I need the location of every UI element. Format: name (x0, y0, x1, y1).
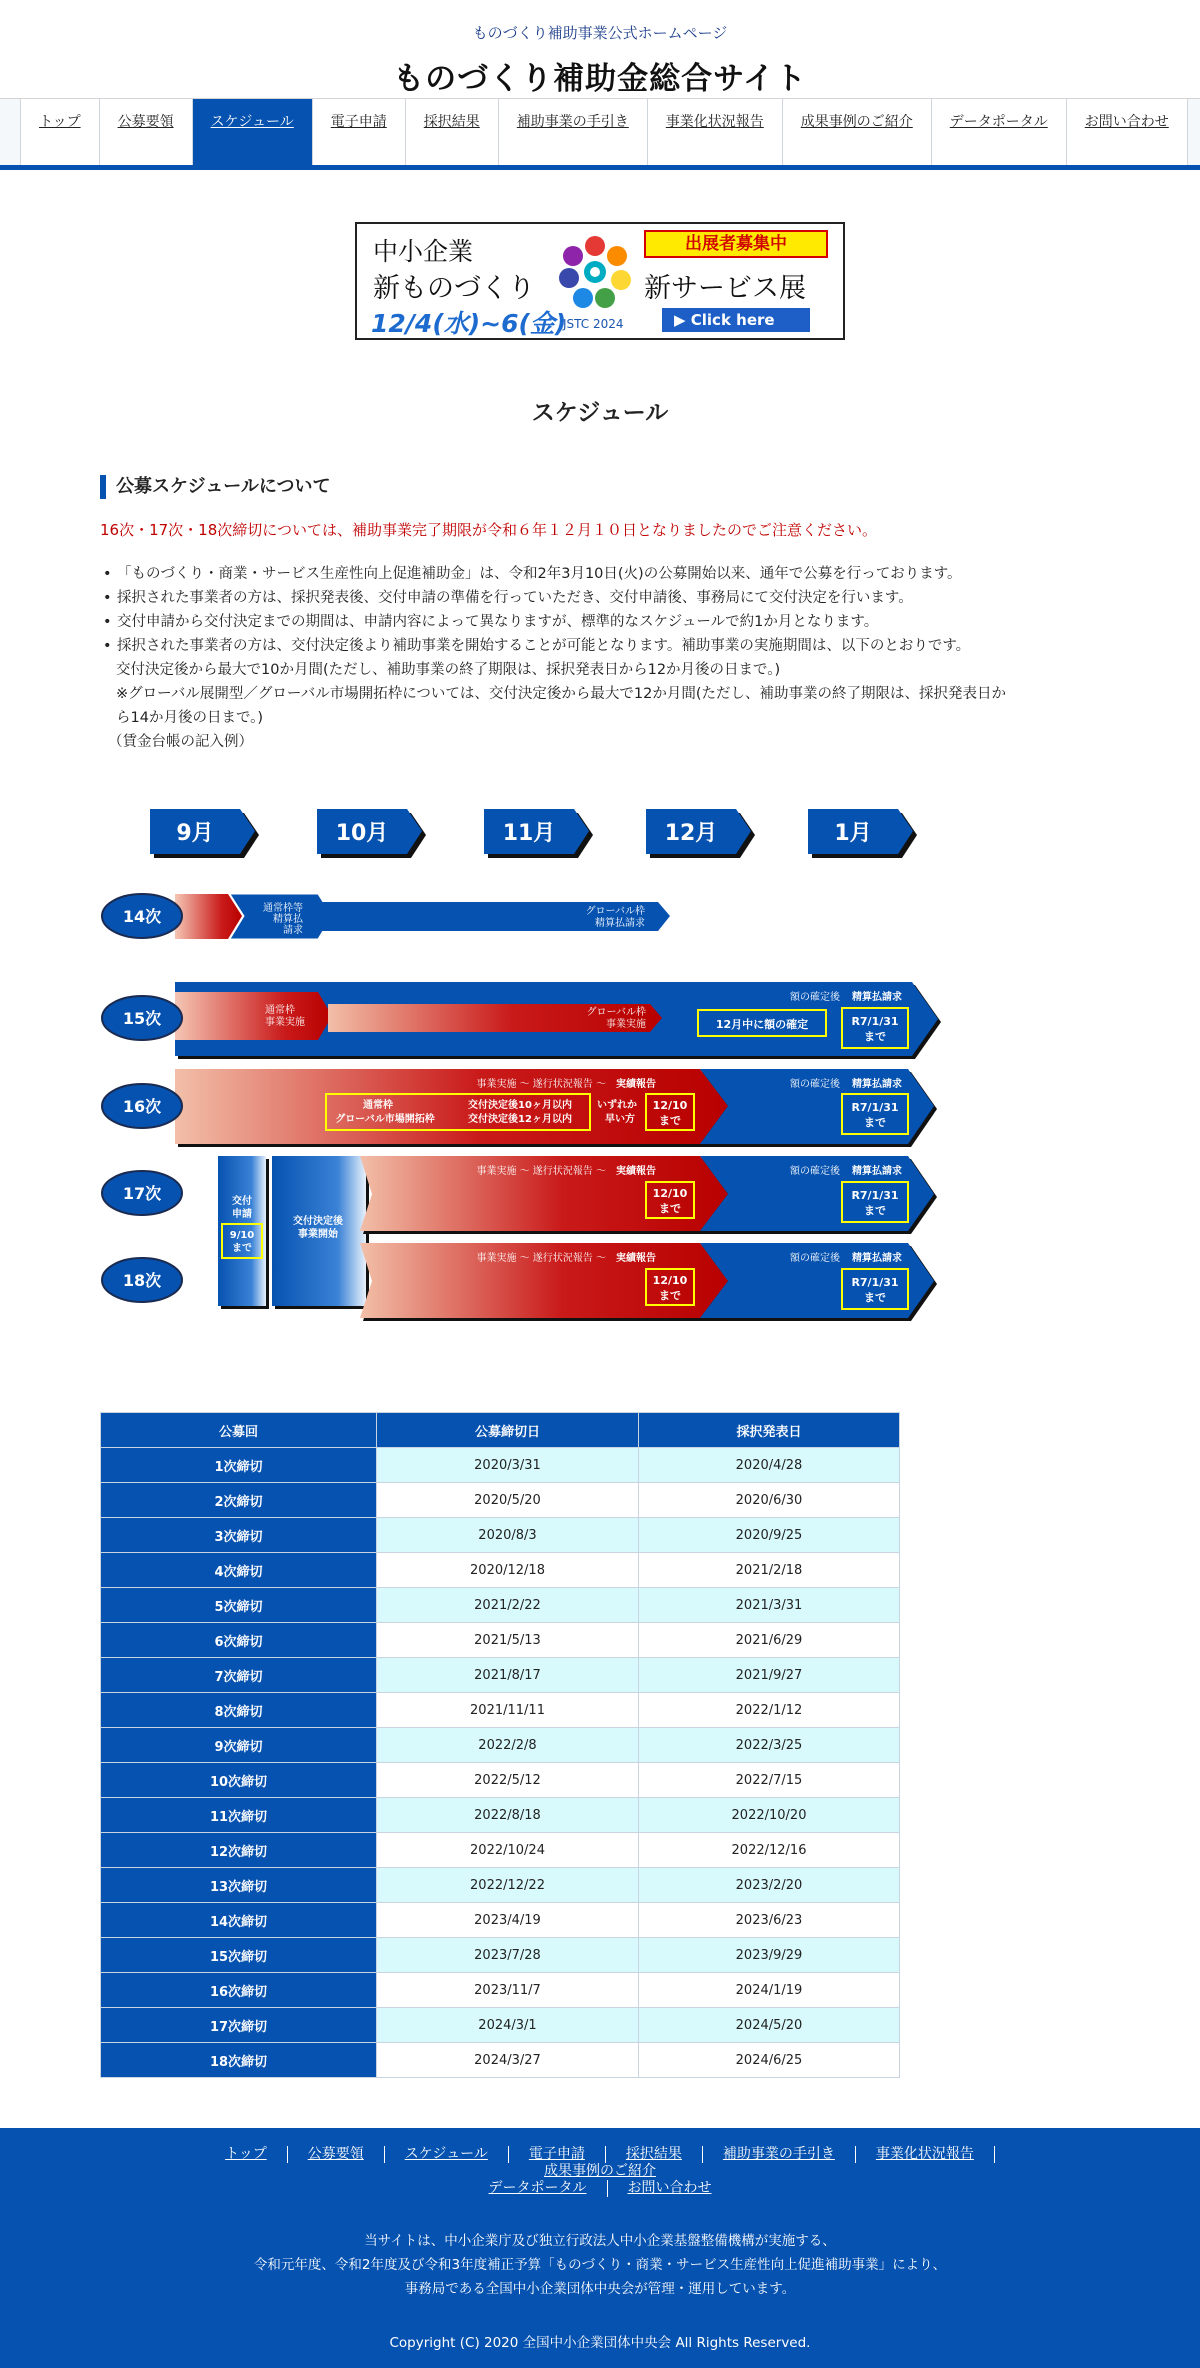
svg-text:まで: まで (232, 1243, 252, 1254)
round-cell: 18次締切 (101, 2043, 377, 2078)
footer-link[interactable]: データポータル (469, 2180, 608, 2197)
round-cell: 3次締切 (101, 1518, 377, 1553)
round-cell: 5次締切 (101, 1588, 377, 1623)
footer-link[interactable]: 補助事業の手引き (703, 2146, 856, 2163)
round-cell: 4次締切 (101, 1553, 377, 1588)
deadline-cell: 2022/2/8 (377, 1728, 639, 1763)
announcement-cell: 2023/9/29 (639, 1938, 900, 1973)
schedule-table (100, 1412, 900, 2078)
svg-text:まで: まで (659, 1114, 681, 1127)
table-row (101, 1658, 900, 1693)
table-row (101, 1973, 900, 2008)
deadline-cell: 2021/11/11 (377, 1693, 639, 1728)
svg-text:まで: まで (659, 1289, 681, 1302)
svg-text:申請: 申請 (232, 1209, 252, 1220)
round-cell: 17次締切 (101, 2008, 377, 2043)
deadline-cell: 2020/8/3 (377, 1518, 639, 1553)
svg-text:まで: まで (864, 1116, 886, 1129)
round-cell: 16次締切 (101, 1973, 377, 2008)
deadline-cell: 2020/5/20 (377, 1483, 639, 1518)
round-cell: 13次締切 (101, 1868, 377, 1903)
footer-link[interactable]: お問い合わせ (627, 2180, 712, 2196)
table-row (101, 1763, 900, 1798)
round-label: 16次 (122, 1097, 162, 1116)
deadline-cell: 2020/12/18 (377, 1553, 639, 1588)
nav-item-e-application[interactable]: 電子申請 (312, 99, 405, 165)
site-title[interactable]: ものづくり補助金総合サイト (393, 61, 807, 97)
round-label: 14次 (122, 907, 162, 926)
svg-text:まで: まで (864, 1204, 886, 1217)
nav-item-guidelines[interactable]: 公募要領 (99, 99, 192, 165)
month-headers (150, 809, 917, 858)
round-cell: 9次締切 (101, 1728, 377, 1763)
nav-item-schedule[interactable]: スケジュール (192, 99, 312, 165)
deadline-cell: 2024/3/1 (377, 2008, 639, 2043)
round-cell: 12次締切 (101, 1833, 377, 1868)
footer-link[interactable]: 公募要領 (288, 2146, 385, 2163)
col-header-round: 公募回 (101, 1413, 377, 1448)
svg-text:額の確定後: 額の確定後 (790, 992, 840, 1003)
svg-text:請求: 請求 (283, 925, 303, 936)
site-header (0, 0, 1200, 98)
deadline-cell: 2021/5/13 (377, 1623, 639, 1658)
footer-link[interactable]: スケジュール (385, 2146, 509, 2163)
table-row (101, 2043, 900, 2078)
table-row (101, 1798, 900, 1833)
svg-text:グローバル枠: グローバル枠 (585, 906, 645, 917)
announcement-cell: 2024/6/25 (639, 2043, 900, 2078)
table-row (101, 1483, 900, 1518)
svg-text:早い方: 早い方 (605, 1114, 635, 1125)
deadline-cell: 2023/7/28 (377, 1938, 639, 1973)
svg-text:交付決定後: 交付決定後 (293, 1216, 343, 1227)
nav-item-data-portal[interactable]: データポータル (931, 99, 1066, 165)
page-title: スケジュール (531, 400, 669, 426)
announcement-cell: 2024/1/19 (639, 1973, 900, 2008)
wage-ledger-example-link[interactable]: （賃金台帳の記入例） (108, 734, 253, 750)
svg-text:精算払請求: 精算払請求 (852, 1166, 902, 1177)
svg-text:事業実施 ～ 遂行状況報告 ～: 事業実施 ～ 遂行状況報告 ～ (476, 1079, 606, 1090)
svg-text:実績報告: 実績報告 (616, 1253, 656, 1264)
table-row (101, 1448, 900, 1483)
svg-text:精算払請求: 精算払請求 (852, 1079, 902, 1090)
round-cell: 6次締切 (101, 1623, 377, 1658)
nav-item-cases[interactable]: 成果事例のご紹介 (782, 99, 931, 165)
month-label: 10月 (335, 821, 389, 846)
round-label: 15次 (122, 1009, 162, 1028)
round-cell: 2次締切 (101, 1483, 377, 1518)
announcement-cell: 2023/6/23 (639, 1903, 900, 1938)
svg-text:12/10: 12/10 (652, 1274, 688, 1287)
nav-item-top[interactable]: トップ (20, 99, 99, 165)
site-footer (0, 2128, 1200, 2368)
table-row (101, 1728, 900, 1763)
section-title: 公募スケジュールについて (100, 475, 1100, 499)
bullet-list (100, 562, 1100, 658)
schedule-diagram (100, 794, 970, 1334)
svg-text:額の確定後: 額の確定後 (790, 1253, 840, 1264)
nav-item-contact[interactable]: お問い合わせ (1066, 99, 1188, 165)
svg-text:交付決定後12ヶ月以内: 交付決定後12ヶ月以内 (468, 1114, 572, 1125)
announcement-cell: 2021/9/27 (639, 1658, 900, 1693)
main-content (100, 475, 1100, 754)
svg-text:12/10: 12/10 (652, 1099, 688, 1112)
nav-item-results[interactable]: 採択結果 (405, 99, 498, 165)
svg-text:R7/1/31: R7/1/31 (851, 1189, 899, 1202)
svg-text:9/10: 9/10 (229, 1230, 255, 1241)
svg-text:精算払請求: 精算払請求 (852, 992, 902, 1003)
round-label: 18次 (122, 1271, 162, 1290)
footer-link[interactable]: 電子申請 (509, 2146, 606, 2163)
round-label: 17次 (122, 1184, 162, 1203)
nav-item-status-report[interactable]: 事業化状況報告 (647, 99, 782, 165)
month-label: 12月 (664, 821, 718, 846)
footer-link[interactable]: 事業化状況報告 (856, 2146, 995, 2163)
table-wrap (100, 1412, 1100, 2078)
bullet-continuation: 交付決定後から最大で10か月間(ただし、補助事業の終了期限は、採択発表日から12か月後の日まで。) (116, 662, 781, 678)
table-row (101, 1833, 900, 1868)
table-row (101, 1588, 900, 1623)
svg-text:事業実施: 事業実施 (606, 1019, 646, 1030)
round-cell: 7次締切 (101, 1658, 377, 1693)
bullet-item: • 交付申請から交付決定までの期間は、申請内容によって異なりますが、標準的なスケジュールで約1か月となります。 (117, 610, 1100, 634)
round-cell: 14次締切 (101, 1903, 377, 1938)
svg-text:精算払請求: 精算払請求 (595, 918, 645, 929)
copyright: Copyright (C) 2020 全国中小企業団体中央会 All Rights Reserved. (389, 2335, 811, 2351)
col-header-announcement: 採択発表日 (639, 1413, 900, 1448)
announcement-cell: 2022/3/25 (639, 1728, 900, 1763)
round-15-row (102, 982, 941, 1059)
deadline-cell: 2022/10/24 (377, 1833, 639, 1868)
footer-link[interactable]: 採択結果 (606, 2146, 703, 2163)
announcement-cell: 2024/5/20 (639, 2008, 900, 2043)
svg-text:R7/1/31: R7/1/31 (851, 1015, 899, 1028)
deadline-cell: 2022/12/22 (377, 1868, 639, 1903)
banner-date: 12/4(水)~6(金) (371, 309, 567, 338)
svg-text:交付: 交付 (232, 1196, 252, 1207)
global-nav (0, 98, 1200, 170)
round-17-18-shared (218, 1156, 369, 1309)
announcement-cell: 2020/6/30 (639, 1483, 900, 1518)
banner-line1: 中小企業 (373, 237, 474, 266)
svg-text:事業開始: 事業開始 (298, 1229, 338, 1240)
gear-logo-icon (555, 232, 635, 312)
announcement-cell: 2020/9/25 (639, 1518, 900, 1553)
deadline-cell: 2020/3/31 (377, 1448, 639, 1483)
table-row (101, 1938, 900, 1973)
svg-text:まで: まで (864, 1291, 886, 1304)
bullet-item: • 採択された事業者の方は、交付決定後より補助事業を開始することが可能となります。補助事業の実施期間は、以下のとおりです。 (117, 634, 1100, 658)
round-cell: 1次締切 (101, 1448, 377, 1483)
announcement-cell: 2020/4/28 (639, 1448, 900, 1483)
svg-text:通常枠等: 通常枠等 (263, 903, 303, 914)
svg-text:まで: まで (864, 1030, 886, 1043)
banner-line2: 新ものづくり (373, 273, 535, 304)
announcement-cell: 2022/12/16 (639, 1833, 900, 1868)
round-14-row (102, 894, 670, 939)
bullet-item: • 採択された事業者の方は、採択発表後、交付申請の準備を行っていただき、交付申請後、事務局にて交付決定を行います。 (117, 586, 1100, 610)
announcement-cell: 2021/2/18 (639, 1553, 900, 1588)
banner-jstc: JSTC 2024 (563, 317, 624, 331)
month-label: 9月 (176, 821, 214, 846)
footer-about: 当サイトは、中小企業庁及び独立行政法人中小企業基盤整備機構が実施する、 令和元年度、令和2年度及び令和3年度補正予算「ものづくり・商業・サービス生産性向上促進補助事業」により、 事務局である全国中小企業団体中央会が管理・運用しています。 (253, 2233, 947, 2297)
announcement-cell: 2021/3/31 (639, 1588, 900, 1623)
round-cell: 8次締切 (101, 1693, 377, 1728)
announcement-cell: 2022/7/15 (639, 1763, 900, 1798)
table-row (101, 2008, 900, 2043)
svg-text:事業実施 ～ 遂行状況報告 ～: 事業実施 ～ 遂行状況報告 ～ (476, 1253, 606, 1264)
bullet-continuation: ※グローバル展開型／グローバル市場開拓枠については、交付決定後から最大で12か月間(ただし、補助事業の終了期限は、採択発表日か (116, 686, 1007, 702)
svg-text:通常枠: 通常枠 (265, 1005, 295, 1016)
svg-text:額の確定後: 額の確定後 (790, 1166, 840, 1177)
announcement-cell: 2022/10/20 (639, 1798, 900, 1833)
table-row (101, 1518, 900, 1553)
round-16-row (102, 1069, 937, 1147)
banner-badge: 出展者募集中 (644, 230, 828, 258)
banner-click-button[interactable]: ▶ Click here (662, 308, 810, 332)
deadline-cell: 2022/8/18 (377, 1798, 639, 1833)
svg-text:実績報告: 実績報告 (616, 1079, 656, 1090)
announcement-cell: 2021/6/29 (639, 1623, 900, 1658)
deadline-cell: 2023/4/19 (377, 1903, 639, 1938)
table-row (101, 1903, 900, 1938)
notice-text: 16次・17次・18次締切については、補助事業完了期限が令和６年１２月１０日となりましたのでご注意ください。 (100, 521, 877, 539)
svg-text:額の確定後: 額の確定後 (790, 1079, 840, 1090)
bullet-continuation: ら14か月後の日まで。) (116, 710, 264, 726)
announcement-cell: 2023/2/20 (639, 1868, 900, 1903)
nav-item-handbook[interactable]: 補助事業の手引き (498, 99, 647, 165)
svg-text:精算払: 精算払 (273, 914, 303, 925)
table-row (101, 1868, 900, 1903)
svg-text:グローバル市場開拓枠: グローバル市場開拓枠 (335, 1114, 435, 1125)
deadline-cell: 2021/2/22 (377, 1588, 639, 1623)
svg-text:グローバル枠: グローバル枠 (586, 1007, 646, 1018)
svg-text:通常枠: 通常枠 (363, 1100, 393, 1111)
svg-text:R7/1/31: R7/1/31 (851, 1276, 899, 1289)
table-row (101, 1553, 900, 1588)
month-label: 11月 (502, 821, 556, 846)
footer-link[interactable]: 成果事例のご紹介 (544, 2163, 656, 2179)
site-subtitle: ものづくり補助事業公式ホームページ (472, 24, 728, 42)
deadline-cell: 2021/8/17 (377, 1658, 639, 1693)
col-header-deadline: 公募締切日 (377, 1413, 639, 1448)
table-row (101, 1623, 900, 1658)
deadline-cell: 2022/5/12 (377, 1763, 639, 1798)
expo-banner[interactable] (355, 222, 845, 340)
announcement-cell: 2022/1/12 (639, 1693, 900, 1728)
round-cell: 11次締切 (101, 1798, 377, 1833)
table-header-row (101, 1413, 900, 1448)
svg-text:実績報告: 実績報告 (616, 1166, 656, 1177)
table-row (101, 1693, 900, 1728)
round-cell: 15次締切 (101, 1938, 377, 1973)
bullet-item: • 「ものづくり・商業・サービス生産性向上促進補助金」は、令和2年3月10日(火)の公募開始以来、通年で公募を行っております。 (117, 562, 1100, 586)
svg-text:いずれか: いずれか (597, 1100, 637, 1111)
svg-text:精算払請求: 精算払請求 (852, 1253, 902, 1264)
svg-text:12月中に額の確定: 12月中に額の確定 (715, 1018, 809, 1031)
deadline-cell: 2023/11/7 (377, 1973, 639, 2008)
svg-text:まで: まで (659, 1202, 681, 1215)
deadline-cell: 2024/3/27 (377, 2043, 639, 2078)
svg-text:事業実施 ～ 遂行状況報告 ～: 事業実施 ～ 遂行状況報告 ～ (476, 1166, 606, 1177)
footer-links (130, 2146, 1070, 2197)
svg-text:事業実施: 事業実施 (265, 1017, 305, 1028)
svg-text:R7/1/31: R7/1/31 (851, 1101, 899, 1114)
round-cell: 10次締切 (101, 1763, 377, 1798)
month-label: 1月 (834, 821, 872, 846)
footer-link[interactable]: トップ (205, 2146, 288, 2163)
banner-line3: 新サービス展 (644, 273, 806, 304)
svg-text:交付決定後10ヶ月以内: 交付決定後10ヶ月以内 (468, 1100, 572, 1111)
svg-text:12/10: 12/10 (652, 1187, 688, 1200)
